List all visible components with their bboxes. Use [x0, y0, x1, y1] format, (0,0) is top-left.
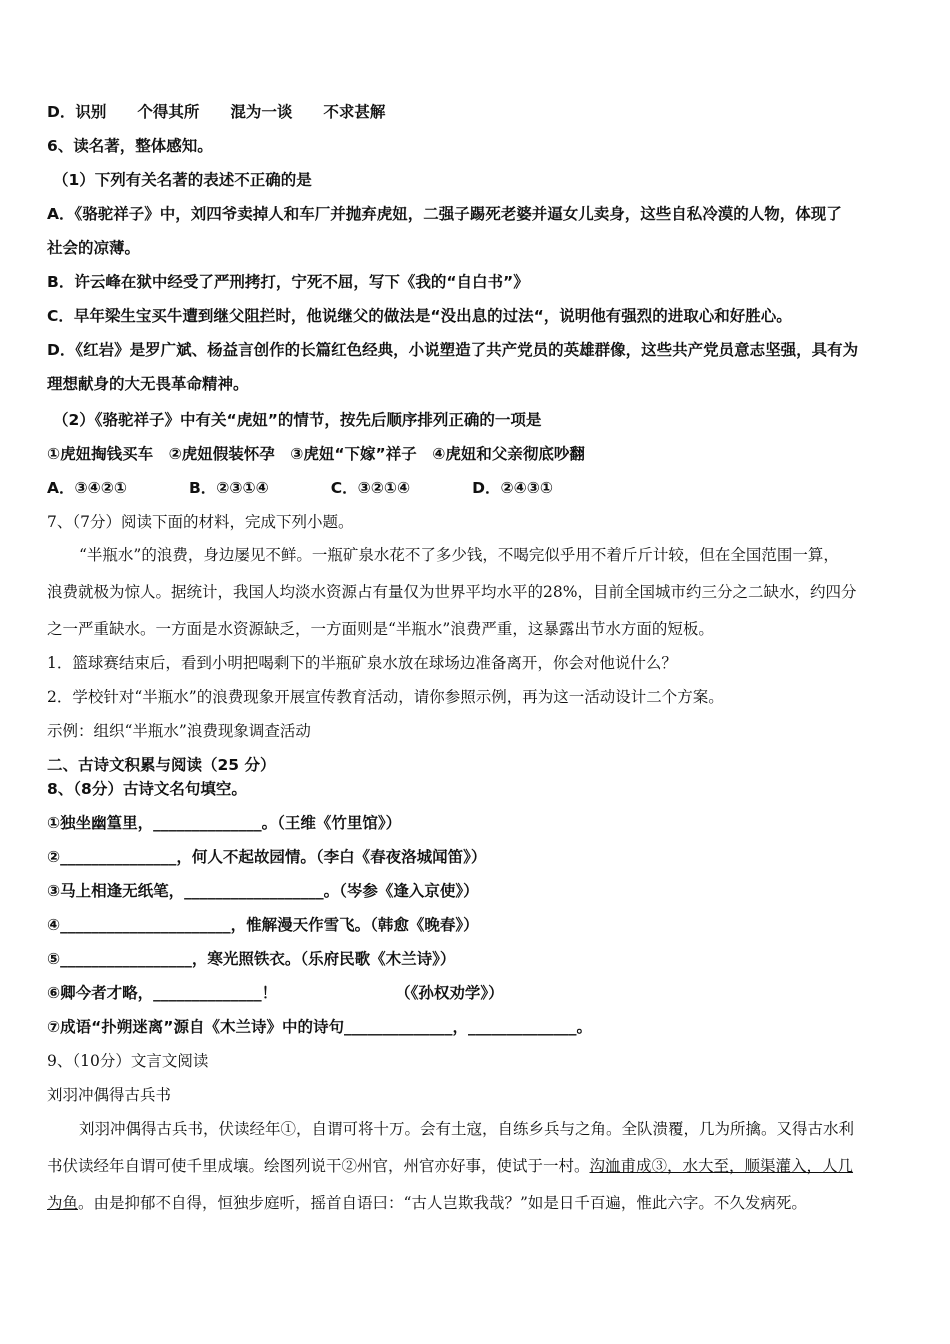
q7-material-p2: 浪费就极为惊人。据统计，我国人均淡水资源占有量仅为世界平均水平的28%，目前全国城市约三分之二缺水，约四分	[47, 583, 857, 601]
q8-blank-2: ②_______________，何人不起故园情。（李白《春夜洛城闻笛》）	[47, 848, 487, 866]
q8-blank-3: ③马上相逢无纸笔，__________________。（岑参《逢入京使》）	[47, 882, 479, 900]
passage-p2-underlined: 沟洫甫成③，水大至，顺渠灌入，人几	[589, 1157, 854, 1175]
q6-sub1-stem: （1）下列有关名著的表述不正确的是	[53, 171, 312, 189]
question-9-title: 9、（10分）文言文阅读	[47, 1052, 209, 1070]
q6-sub2-events: ①虎妞掏钱买车 ②虎妞假装怀孕 ③虎妞“下嫁”祥子 ④虎妞和父亲彻底吵翻	[47, 445, 585, 463]
q7-material-p1: “半瓶水”的浪费，身边屡见不鲜。一瓶矿泉水花不了多少钱，不喝完似乎用不着斤斤计较，但在全国范围一算，	[79, 546, 839, 564]
passage-p1: 刘羽冲偶得古兵书，伏读经年①，自谓可将十万。会有土寇，自练乡兵与之角。全队溃覆，几为所擒。又得古水利	[79, 1120, 855, 1138]
passage-p3-plain: 。由是抑郁不自得，恒独步庭听，摇首自语曰：“古人岂欺我哉？”如是日千百遍，惟此六字。不久发病死。	[78, 1194, 807, 1212]
passage-p2-plain: 书伏读经年自谓可使千里成壤。绘图列说干②州官，州官亦好事，使试于一村。	[47, 1157, 590, 1175]
passage-title: 刘羽冲偶得古兵书	[47, 1086, 172, 1104]
q6-option-d: D．《红岩》是罗广斌、杨益言创作的长篇红色经典，小说塑造了共产党员的英雄群像，这些共产党员意志坚强，具有为	[47, 341, 859, 359]
q6-option-b: B．许云峰在狱中经受了严刑拷打，宁死不屈，写下《我的“自白书”》	[47, 273, 529, 291]
q6-option-a: A．《骆驼祥子》中，刘四爷卖掉人和车厂并抛弃虎妞，二强子踢死老婆并逼女儿卖身，这些自私冷漠的人物，体现了	[47, 205, 842, 223]
section-2-title: 二、古诗文积累与阅读（25 分）	[47, 756, 276, 774]
q6-sub2-options: A．③④②① B．②③①④ C．③②①④ D．②④③①	[47, 479, 554, 497]
q8-blank-5: ⑤_________________，寒光照铁衣。（乐府民歌《木兰诗》）	[47, 950, 456, 968]
q7-material-p3: 之一严重缺水。一方面是水资源缺乏，一方面则是“半瓶水”浪费严重，这暴露出节水方面的短板。	[47, 620, 714, 638]
q8-blank-6-source: （《孙权劝学》）	[395, 984, 504, 1002]
passage-p3-underlined: 为鱼	[47, 1194, 79, 1212]
q6-sub2-stem: （2）《骆驼祥子》中有关“虎妞”的情节，按先后顺序排列正确的一项是	[53, 411, 542, 429]
passage-p3	[47, 1193, 807, 1213]
q6-option-c: C．早年梁生宝买牛遭到继父阻拦时，他说继父的做法是“没出息的过法“，说明他有强烈的进取心和好胜心。	[47, 307, 792, 325]
q8-blank-6	[47, 983, 504, 1003]
question-6-title: 6、读名著，整体感知。	[47, 137, 213, 155]
option-d-line: D．识别 个得其所 混为一谈 不求甚解	[47, 103, 386, 121]
question-7-title: 7、（7分）阅读下面的材料，完成下列小题。	[47, 513, 354, 531]
q8-blank-6-text: ⑥卿今者才略，______________！	[47, 984, 278, 1002]
q8-blank-4: ④______________________，惟解漫天作雪飞。（韩愈《晚春》）	[47, 916, 479, 934]
passage-p2	[47, 1156, 853, 1176]
q8-blank-1: ①独坐幽篁里，______________。（王维《竹里馆》）	[47, 814, 402, 832]
q7-item-2: 2．学校针对“半瓶水”的浪费现象开展宣传教育活动，请你参照示例，再为这一活动设计二个方案。	[47, 688, 724, 706]
q7-example: 示例：组织“半瓶水”浪费现象调查活动	[47, 722, 311, 740]
q6-option-d-cont: 理想献身的大无畏革命精神。	[47, 375, 249, 393]
q8-blank-7: ⑦成语“扑朔迷离”源自《木兰诗》中的诗句______________，______________。	[47, 1018, 592, 1036]
q7-item-1: 1．篮球赛结束后，看到小明把喝剩下的半瓶矿泉水放在球场边准备离开，你会对他说什么？	[47, 654, 677, 672]
q6-option-a-cont: 社会的凉薄。	[47, 239, 141, 257]
question-8-title: 8、（8分）古诗文名句填空。	[47, 780, 247, 798]
